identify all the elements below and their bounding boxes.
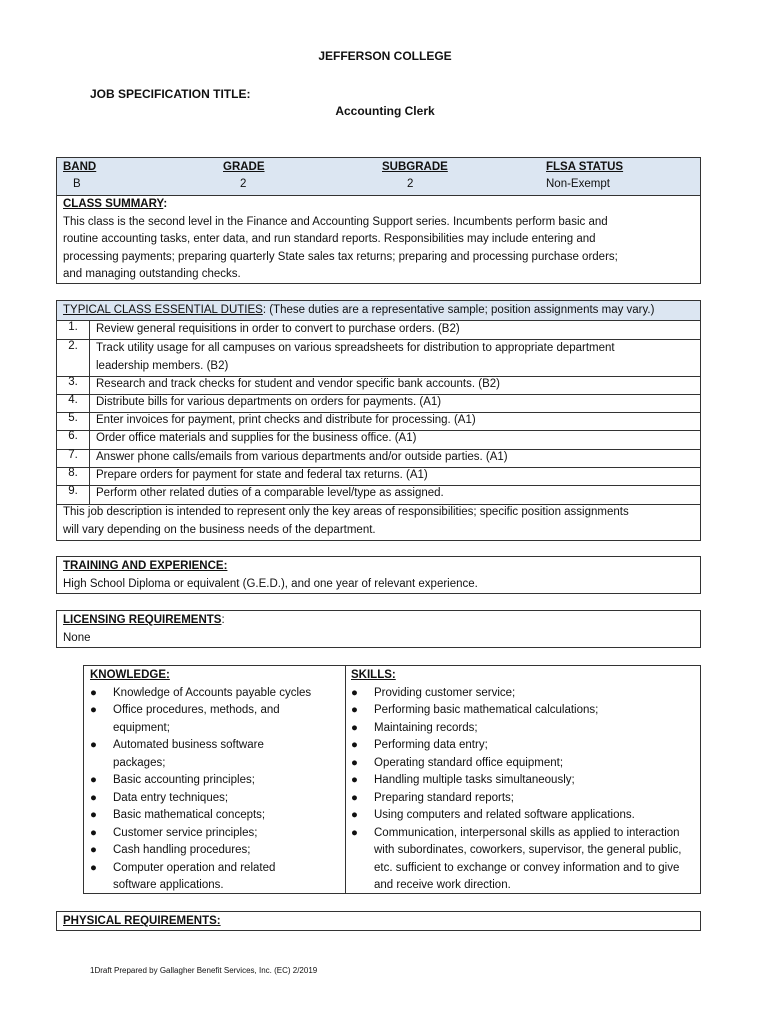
class-summary-label: CLASS SUMMARY [63,198,164,210]
knowledge-item: Cash handling procedures; [113,844,251,856]
knowledge-item: Basic accounting principles; [113,774,255,786]
footer-note: 1Draft Prepared by Gallagher Benefit Services, Inc. (EC) 2/2019 [90,966,318,975]
bullet-icon: ● [90,686,97,699]
band-grade-table [56,157,701,284]
licensing-colon: : [221,614,225,626]
skill-item: Using computers and related software applications. [374,809,635,821]
duty-row [57,467,700,486]
subgrade-header: SUBGRADE [382,161,448,173]
knowledge-item: Office procedures, methods, and [113,704,280,716]
college-name: JEFFERSON COLLEGE [318,49,452,63]
bullet-icon: ● [90,826,97,839]
duty-text: Review general requisitions in order to convert to purchase orders. (B2) [96,323,460,335]
duty-row [57,449,700,468]
knowledge-skills-table [83,665,701,894]
knowledge-item: Customer service principles; [113,826,258,839]
duty-text: Answer phone calls/emails from various departments and/or outside parties. (A1) [96,451,508,463]
duty-text: Enter invoices for payment, print checks and distribute for processing. (A1) [96,414,476,426]
duties-note: : (These duties are a representative sample; position assignments may vary.) [262,304,655,316]
class-summary-line: and managing outstanding checks. [63,268,241,280]
skill-item: Communication, interpersonal skills as applied to interaction [374,826,680,839]
knowledge-item: equipment; [113,721,170,734]
bullet-icon: ● [351,791,358,804]
skill-item: Providing customer service; [374,686,516,699]
training-experience-box [56,556,701,594]
subgrade-value: 2 [407,178,414,190]
bullet-icon: ● [351,826,358,839]
band-header: BAND [63,161,97,173]
bullet-icon: ● [90,861,97,874]
duty-number: 7. [68,449,78,461]
skills-label: SKILLS: [351,669,396,681]
bullet-icon: ● [351,756,358,769]
knowledge-item: packages; [113,756,166,769]
duty-number: 6. [68,430,78,442]
skill-item: Handling multiple tasks simultaneously; [374,774,575,786]
licensing-label: LICENSING REQUIREMENTS [63,614,222,626]
duties-disclaimer: will vary depending on the business needs of the department. [63,523,376,536]
duty-text: leadership members. (B2) [96,359,229,372]
duty-number: 8. [68,467,78,479]
duties-label: TYPICAL CLASS ESSENTIAL DUTIES [63,304,263,316]
class-summary-line: routine accounting tasks, enter data, and run standard reports. Responsibilities may include entering and [63,233,596,245]
bullet-icon: ● [351,686,358,699]
duty-row [57,339,700,377]
duty-text: Prepare orders for payment for state and federal tax returns. (A1) [96,469,428,481]
training-text: High School Diploma or equivalent (G.E.D.), and one year of relevant experience. [63,577,478,590]
skill-item: Operating standard office equipment; [374,756,564,769]
bullet-icon: ● [90,774,97,786]
bullet-icon: ● [90,704,97,716]
licensing-requirements-box [56,610,701,648]
duty-number: 5. [68,412,78,424]
skill-item: etc. sufficient to exchange or convey information and to give [374,861,680,874]
duties-disclaimer: This job description is intended to represent only the key areas of responsibilities; specific position assignments [63,506,629,518]
flsa-status-header: FLSA STATUS [546,161,624,173]
duty-text: Order office materials and supplies for the business office. (A1) [96,432,417,444]
duty-row [57,412,700,431]
duty-text: Track utility usage for all campuses on various spreadsheets for distribution to appropriate department [96,342,615,354]
grade-value: 2 [240,178,247,190]
duty-text: Distribute bills for various departments on orders for payments. (A1) [96,396,442,408]
class-summary-line: processing payments; preparing quarterly State sales tax returns; preparing and processing purchase orders; [63,250,618,263]
band-value: B [73,178,81,190]
skill-item: Maintaining records; [374,721,478,734]
duties-heading [57,301,700,321]
bullet-icon: ● [90,739,97,751]
duty-number: 9. [68,485,78,497]
knowledge-label: KNOWLEDGE: [90,669,170,681]
bullet-icon: ● [351,721,358,734]
duty-text: Research and track checks for student and vendor specific bank accounts. (B2) [96,378,500,390]
job-spec-title: Accounting Clerk [335,104,435,118]
skill-item: Preparing standard reports; [374,791,514,804]
skill-item: and receive work direction. [374,879,511,891]
training-label: TRAINING AND EXPERIENCE: [63,560,228,572]
bullet-icon: ● [90,809,97,821]
duty-row [57,320,700,340]
physical-requirements-box [56,911,701,931]
job-spec-label: JOB SPECIFICATION TITLE: [90,87,251,101]
duty-number: 2. [68,340,78,352]
duty-row [57,430,700,450]
skill-item: with subordinates, coworkers, supervisor, the general public, [374,844,682,856]
bullet-icon: ● [351,739,358,751]
class-summary-line: This class is the second level in the Finance and Accounting Support series. Incumbents perform basic and [63,215,608,228]
bullet-icon: ● [351,809,358,821]
physical-label: PHYSICAL REQUIREMENTS: [63,915,221,927]
bullet-icon: ● [90,791,97,804]
duty-number: 3. [68,376,78,388]
knowledge-item: Computer operation and related [113,861,276,874]
knowledge-item: Knowledge of Accounts payable cycles [113,686,312,699]
skill-item: Performing basic mathematical calculations; [374,704,599,716]
bullet-icon: ● [351,704,358,716]
knowledge-item: Basic mathematical concepts; [113,809,266,821]
bullet-icon: ● [90,844,97,856]
class-summary-colon: : [163,198,168,210]
knowledge-item: Automated business software [113,739,264,751]
knowledge-item: software applications. [113,879,224,891]
licensing-heading [63,612,694,630]
duty-number: 1. [68,321,78,333]
duty-text: Perform other related duties of a comparable level/type as assigned. [96,487,444,499]
duty-row [57,485,700,505]
licensing-text: None [63,631,91,644]
duty-row [57,376,700,395]
skill-item: Performing data entry; [374,739,488,751]
grade-header: GRADE [223,161,265,173]
flsa-status-value: Non-Exempt [546,178,610,190]
class-summary-heading [63,196,694,214]
band-header-row [57,158,700,196]
duty-number: 4. [68,394,78,406]
essential-duties-table [56,300,701,541]
knowledge-item: Data entry techniques; [113,791,229,804]
duty-row [57,394,700,413]
bullet-icon: ● [351,774,358,786]
